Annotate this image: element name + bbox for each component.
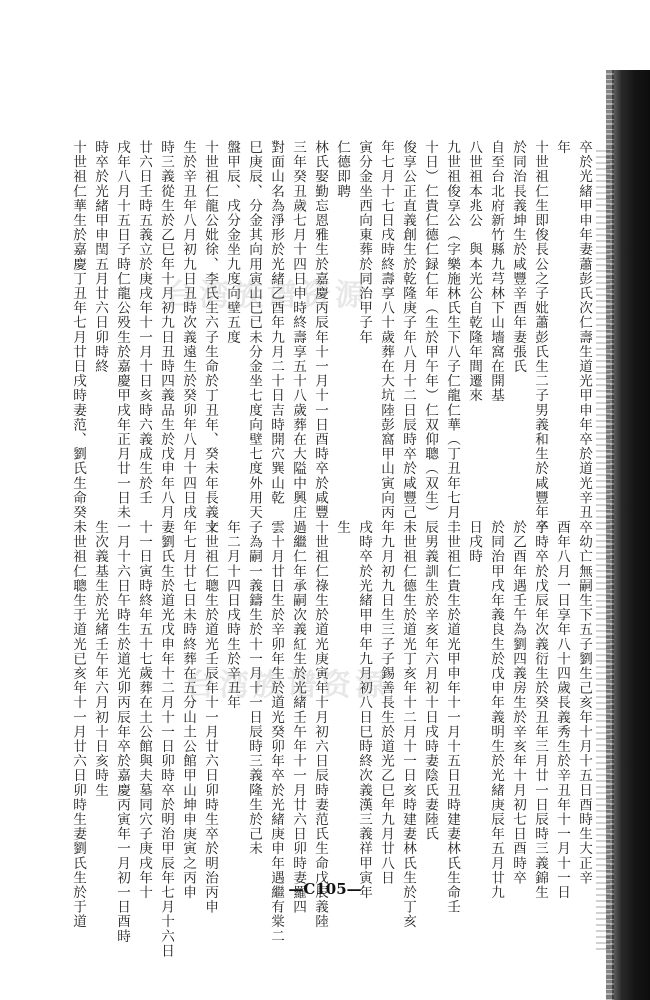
text-column: 對面山名為淨形於光緒乙酉年九月二十日吉時開穴巽山乾 — [268, 140, 284, 505]
text-column: 生次義基生於光緒壬午年六月初十日亥時生 — [92, 520, 108, 798]
text-column: 自至台北府新竹縣九芎林下山墻窩在開基 — [488, 140, 504, 403]
text-column: 十世祖仁生即俊長公之子妣蕭彭氏生二子男義和生於咸豐年卒 — [532, 140, 548, 535]
page-number: —C105— — [288, 880, 362, 898]
text-column: 於同治長義坤生於咸豐辛酉年妻張氏 — [510, 140, 526, 374]
text-column: 廿六日壬時五義立於庚戌年十一月十日亥時六義成生於壬 — [136, 140, 152, 505]
text-column: 年 — [554, 140, 570, 155]
text-column: 生 — [334, 520, 350, 535]
text-column: 戌年八月十五日子時仁龍公殁生於嘉慶甲戌年正月廿一日未 — [114, 140, 130, 520]
text-column: 年二月十四日戌時生於辛丑年 — [224, 520, 240, 710]
text-column: 過繼仁年承嗣次義紅生於光緒壬午年十一月廿六日卯時妻羅四 — [290, 520, 306, 915]
text-column: 八世祖本兆公 與本光公自乾隆年間遷來 — [466, 140, 482, 403]
text-column: 戌時卒於光緒甲申年九月初八日巳時終次義漢三義祥甲寅年 — [356, 520, 372, 900]
text-column: 盤甲辰、戌分金坐九度向壁五度 — [224, 140, 240, 345]
text-column: 年七月十七日戌時終壽享八十歲葬在大坑陸彭窩甲山寅向丙 — [378, 140, 394, 520]
text-column: 卒於光緒甲申年妻蕭彭氏次仁壽生道光甲申年卒於道光辛丑 — [576, 140, 592, 520]
text-column: 時卒於光緒甲申閏五月廿六日卯時終 — [92, 140, 108, 374]
text-column: 十世祖仁華生於嘉慶丁丑年七月廿日戌時妻范、劉氏生命癸未 — [70, 140, 86, 535]
text-column: 俊享公正直義創生於乾隆庚子年八月十二日辰時卒於咸豐己未 — [400, 140, 416, 535]
text-column: 十世祖仁龍公妣徐、李氏生六子生命於丁丑年、癸未年長義文 — [202, 140, 218, 535]
text-column: 年九月初九日生三子子錫善長生於道光乙巳年九月廿八日 — [378, 520, 394, 885]
text-column: 九世祖俊享公（字樂施林氏生下八子仁龍仁華（丁丑年七月二 — [444, 140, 460, 535]
text-column: 十世祖仁貴生於道光甲申年十一月十五日丑時建妻林氏生命壬 — [444, 520, 460, 915]
text-column: 仁德即聘 — [334, 140, 350, 199]
text-column: 辰男義訓生於辛亥年六月初十日戌時妻陰氏妻陸氏 — [422, 520, 438, 842]
text-column: 十世祖仁聰生於道光壬辰年十一月廿六日卯時生卒於明治丙申 — [202, 520, 218, 915]
text-column: 十日）仁貴仁德仁録仁年（生於甲午年）仁双仰聰（双生） — [422, 140, 438, 520]
text-column: 三年癸丑歲七月十四日申時終壽享五十八歲葬在大隘中興庄 — [290, 140, 306, 520]
text-column: 雲十月廿日生於辛卯年生於道光癸卯年卒於光緒庚申年遇繼有棠二 — [268, 520, 284, 944]
text-column: 妻劉氏生於道光戊申年十二月十一日卯時卒於明治甲辰年七月十六日 — [158, 520, 174, 958]
text-column: 寅分金坐西向東葬於同治甲子年 — [356, 140, 372, 345]
text-column: 於乙酉年遇壬午為劉四義房生於辛亥年十月初七日酉時卒 — [510, 520, 526, 885]
text-column: 子時卒於戊辰年次義衍生於癸丑年三月廿一日辰時三義錦生 — [532, 520, 548, 900]
text-column: 十一日寅時終年五十七歲葬在土公館與夫墓同穴子庚戌年十 — [136, 520, 152, 900]
text-column: 日戌時 — [466, 520, 482, 564]
watermark: 台湾族谱资源 — [165, 278, 369, 313]
text-column: 一月十六日午時生於道光卯丙辰年卒於嘉慶丙寅年一月初一日酉時 — [114, 520, 130, 944]
text-column: 時三義從生於乙巳年十月初九日丑時四義品生於戊申年八月 — [158, 140, 174, 520]
genealogy-text-upper — [70, 140, 592, 535]
text-column: 卒幼亡無嗣生下五子劉生己亥年十月十五日酉時生大正辛 — [576, 520, 592, 885]
text-column: 巳庚辰、分金其向用寅山巳已未分金坐七度向壁七度外用天 — [246, 140, 262, 520]
text-column: 生於辛丑年八月初九日丑時次義遠生於癸卯年八月十四日戌 — [180, 140, 196, 520]
text-column: 十世祖仁德生於道光丁亥年十二月十一日亥時建妻林氏生於丁亥 — [400, 520, 416, 929]
scan-dark-edge — [612, 70, 650, 1000]
text-column: 子為嗣一義鑄生於十一月十一日辰時三義隆生於己未 — [246, 520, 262, 856]
scan-bleed-through — [596, 150, 610, 950]
watermark: 台湾族谱资源 — [185, 668, 389, 703]
text-column: 林氏娶勤忘恩雅生於嘉慶丙辰年十一月十一日酉時卒於咸豐 — [312, 140, 328, 520]
text-column: 十世祖仁聰生于道光已亥年十一月廿六日卯時生妻劉氏生於于道 — [70, 520, 86, 929]
text-column: 年七月廿七日未時終葬在五分山土公館甲山坤申庚寅之丙申 — [180, 520, 196, 900]
text-column: 酉年八月一日享年八十四歲長義秀生於辛丑年十一月十一日 — [554, 520, 570, 900]
text-column: 於同治甲戌年義良生於戊申年義明生於光緒庚辰年五月廿九 — [488, 520, 504, 900]
text-column: 十世祖仁祿生於道光庚寅年十月初六日辰時妻范氏生命戊辰義陸 — [312, 520, 328, 929]
